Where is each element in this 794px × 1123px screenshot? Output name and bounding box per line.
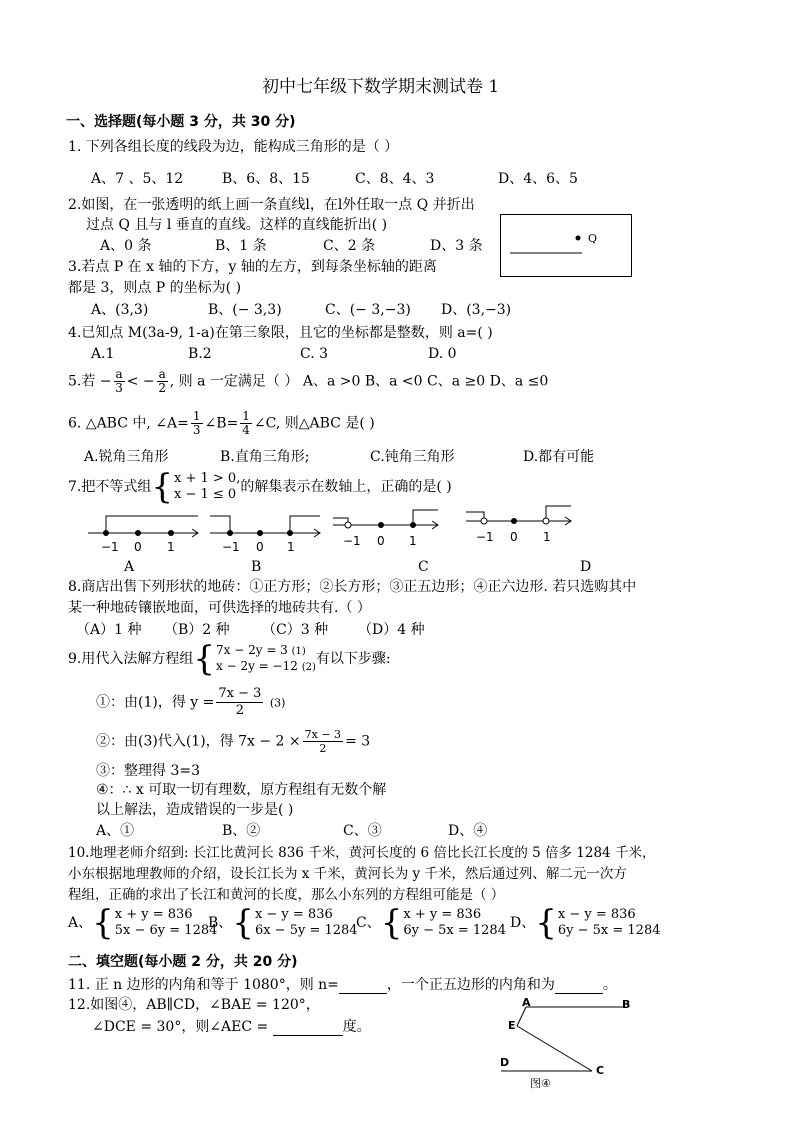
q12-label-c: C: [596, 1064, 605, 1077]
q11-blank-1[interactable]: [339, 977, 387, 994]
q12-line-ae: [517, 1007, 526, 1026]
question-11: 11. 正 n 边形的内角和等于 1080°，则 n= ，一个正五边形的内角和为 。: [68, 977, 617, 993]
q11-blank-2[interactable]: [555, 977, 603, 994]
q2-option-b: B、1 条: [215, 238, 267, 254]
q6-option-d: D.都有可能: [523, 449, 595, 465]
q6-option-c: C.钝角三角形: [370, 449, 455, 465]
q2-option-c: C、2 条: [323, 238, 376, 254]
q7-suffix: 的解集表示在数轴上，正确的是( ): [240, 479, 452, 495]
q8-option-b: （B）2 种: [164, 622, 230, 638]
q6-fraction-1-4: $\frac{1}{4}$: [242, 409, 250, 437]
question-2-line-2: 过点 Q 且与 l 垂直的直线。这样的直线能折出( ): [86, 217, 388, 233]
q7-a-tick-neg1: −1: [101, 540, 119, 554]
q7-b-tick-0: 0: [256, 540, 264, 554]
q2-option-a: A、0 条: [100, 238, 152, 254]
q12-blank[interactable]: [273, 1019, 343, 1036]
q7-numberline-a: [88, 508, 203, 538]
q9-step-5: 以上解法，造成错误的一步是( ): [96, 802, 294, 818]
q4-option-a: A.1: [91, 346, 115, 362]
q12-label-d: D: [500, 1056, 510, 1069]
q3-option-d: D、(3,−3): [441, 302, 512, 318]
question-9: [68, 639, 391, 679]
q7-option-c-label: C: [418, 559, 429, 575]
q2-figure-frame: [501, 215, 632, 277]
q10-option-c: C、 { x + y = 836 6y − 5x = 1284: [356, 903, 506, 943]
q6-suffix: ∠C, 则△ABC 是( ): [253, 415, 375, 432]
q5-mid: < −: [126, 373, 155, 390]
q5-fraction-a-over-2: $\frac{a}{2}$: [158, 367, 167, 395]
q7-a-tick-0: 0: [134, 540, 142, 554]
q8-option-d: （D）4 种: [358, 622, 425, 638]
section-heading-fill: 二、填空题(每小题 2 分，共 20 分): [68, 954, 298, 970]
q1-option-c: C、8、4、3: [355, 171, 435, 187]
q12-label-e: E: [508, 1019, 516, 1032]
q5-fraction-a-over-3: $\frac{a}{3}$: [115, 367, 123, 395]
q3-option-c: C、(− 3,−3): [325, 302, 411, 318]
question-3-line-2: 都是 3，则点 P 的坐标为( ): [68, 280, 242, 296]
q9-option-d: D、④: [448, 823, 488, 839]
q5-suffix: , 则 a 一定满足（ ） A、a >0 B、a <0 C、a ≥0 D、a ≤0: [169, 373, 549, 390]
q7-b-tick-1: 1: [287, 540, 295, 554]
q7-b-tick-neg1: −1: [222, 540, 240, 554]
q12-figure-caption: 图④: [530, 1077, 551, 1090]
q1-option-d: D、4、6、5: [498, 171, 578, 187]
q7-c-tick-0: 0: [377, 534, 385, 548]
question-8-line-2: 某一种地砖镶嵌地面，可供选择的地砖共有.（ ）: [68, 600, 371, 616]
q10-option-b: B、 { x − y = 836 6x − 5y = 1284: [208, 903, 358, 943]
q2-figure-point-label: Q: [588, 232, 598, 245]
q10-option-a: A、 { x + y = 836 5x − 6y = 1284: [68, 903, 218, 943]
q7-option-a-label: A: [124, 559, 135, 575]
q4-option-c: C. 3: [300, 346, 329, 362]
q2-option-d: D、3 条: [430, 238, 483, 254]
q7-ineq-1: x + 1 > 0,: [174, 471, 241, 486]
q7-prefix: 7.把不等式组: [68, 479, 152, 495]
q12-label-b: B: [622, 998, 631, 1011]
q2-figure-point: [576, 236, 581, 241]
q9-option-b: B、②: [222, 823, 261, 839]
q1-option-b: B、6、8、15: [222, 171, 310, 187]
q9-step-1: ①：由(1)，得 y = $\frac{7x - 3}{2}$ (3): [96, 686, 286, 718]
q4-option-d: D. 0: [428, 346, 457, 362]
q10-option-d: D、 { x − y = 836 6y − 5x = 1284: [510, 903, 661, 943]
q8-option-a: （A）1 种: [76, 622, 142, 638]
question-8-line-1: 8.商店出售下列形状的地砖：①正方形；②长方形；③正五边形；④正六边形. 若只选购其中: [68, 579, 637, 595]
q9-step-4: ④：∴ x 可取一切有理数，原方程组有无数个解: [96, 782, 387, 798]
q6-option-a: A.锐角三角形: [84, 449, 169, 465]
q7-d-tick-neg1: −1: [476, 530, 494, 544]
q6-prefix: 6. △ABC 中, ∠A=: [68, 415, 189, 432]
q7-a-tick-1: 1: [167, 540, 175, 554]
q9-system: { 7x − 2y = 3 (1) x − 2y = −12 (2): [193, 639, 316, 679]
question-10-line-1: 10.地理老师介绍到: 长江比黄河长 836 千米，黄河长度的 6 倍比长江长度的 5 倍多 1284 千米，: [68, 845, 656, 861]
q8-option-c: （C）3 种: [262, 622, 329, 638]
q4-option-b: B.2: [188, 346, 212, 362]
q9-step-3: ③：整理得 3=3: [96, 763, 200, 779]
question-2-line-1: 2.如图，在一张透明的纸上画一条直线l，在l外任取一点 Q 并折出: [68, 197, 475, 213]
q7-ineq-2: x − 1 ≤ 0: [174, 487, 237, 502]
question-10-line-3: 程组，正确的求出了长江和黄河的长度，那么小东列的方程组可能是（ ）: [68, 887, 505, 903]
q5-prefix: 5.若 −: [68, 373, 112, 390]
q7-system: { x + 1 > 0, x − 1 ≤ 0: [151, 467, 241, 507]
q7-numberline-b: [210, 508, 325, 538]
section-heading-choice: 一、选择题(每小题 3 分，共 30 分): [66, 114, 296, 130]
question-5: [68, 368, 548, 395]
q7-c-tick-neg1: −1: [343, 534, 361, 548]
q7-c-tick-1: 1: [409, 534, 417, 548]
q9-prefix: 9.用代入法解方程组: [68, 651, 194, 667]
q9-option-c: C、③: [343, 823, 382, 839]
q1-option-a: A、7 、5、12: [91, 171, 184, 187]
q3-option-a: A、(3,3): [91, 302, 149, 318]
q7-option-d-label: D: [580, 559, 592, 575]
question-1-stem: 1. 下列各组长度的线段为边，能构成三角形的是（ ）: [68, 139, 399, 155]
question-6: [68, 410, 375, 437]
question-12-line-2: ∠DCE = 30°，则∠AEC = 度。: [92, 1019, 371, 1035]
question-7: [68, 467, 452, 507]
q3-option-b: B、(− 3,3): [208, 302, 282, 318]
q6-option-b: B.直角三角形;: [220, 449, 310, 465]
question-3-line-1: 3.若点 P 在 x 轴的下方，y 轴的左方，到每条坐标轴的距离: [68, 259, 437, 275]
q9-step-2: ②：由(3)代入(1)，得 7x − 2 × $\frac{7x - 3}{2}$ = 3: [96, 728, 371, 755]
q9-suffix: 有以下步骤:: [315, 651, 391, 667]
q12-label-a: A: [522, 996, 531, 1009]
question-12-line-1: 12.如图④，AB∥CD，∠BAE = 120°，: [68, 997, 320, 1013]
q7-option-b-label: B: [251, 559, 262, 575]
q6-fraction-1-3: $\frac{1}{3}$: [192, 409, 201, 437]
q7-d-tick-1: 1: [543, 530, 551, 544]
question-4-stem: 4.已知点 M(3a-9, 1-a)在第三象限，且它的坐标都是整数，则 a=( ): [68, 325, 493, 341]
q9-option-a: A、①: [96, 823, 135, 839]
page-title: 初中七年级下数学期末测试卷 1: [262, 77, 500, 97]
q7-d-tick-0: 0: [510, 530, 518, 544]
q6-mid: ∠B=: [204, 415, 239, 432]
q2-figure: [500, 214, 632, 278]
q12-line-ec: [517, 1026, 592, 1071]
question-10-line-2: 小东根据地理教师的介绍，设长江长为 x 千米，黄河长为 y 千米，然后通过列、解二元一次方: [68, 866, 627, 882]
